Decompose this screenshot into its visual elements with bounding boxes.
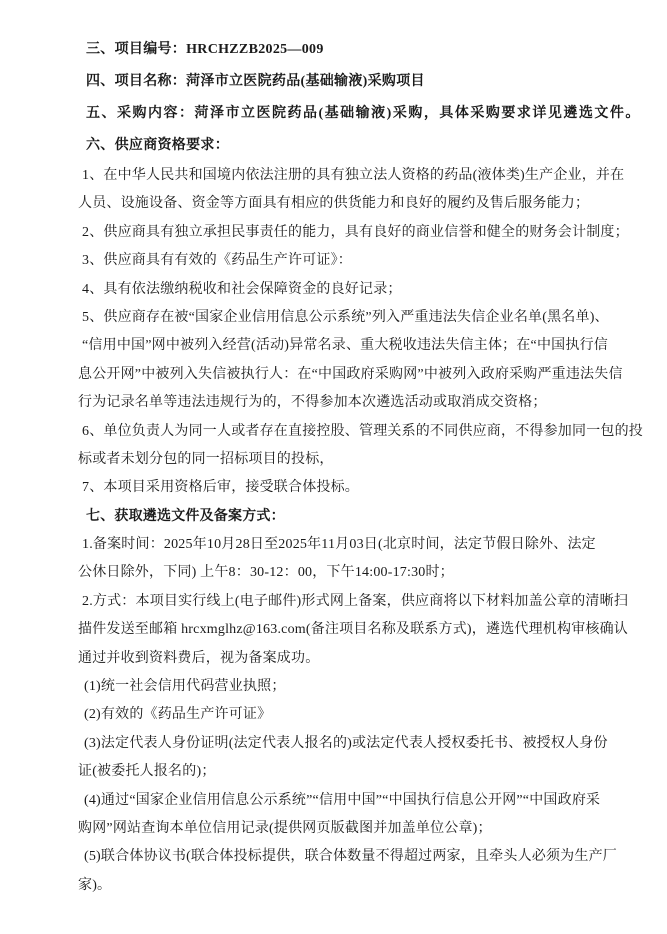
supplier-qualification-heading xyxy=(78,130,609,162)
text-line: (4)通过“国家企业信用信息公示系统”“信用中国”“中国执行信息公开网”“中国政府采 xyxy=(84,792,601,808)
text-line: “信用中国”网中被列入经营(活动)异常名录、重大税收违法失信主体；在“中国执行信 xyxy=(82,338,608,354)
text-line: (5)联合体协议书(联合体投标提供，联合体数量不得超过两家，且牵头人必须为生产厂 xyxy=(84,849,617,865)
text-line: 2、供应商具有独立承担民事责任的能力，具有良好的商业信誉和健全的财务会计制度； xyxy=(82,224,629,240)
text-line: 家)。 xyxy=(78,877,112,893)
text-line: (1)统一社会信用代码营业执照； xyxy=(84,679,286,695)
qualification-item-2 xyxy=(78,219,629,247)
text-line-with-email: 描件发送至邮箱 hrcxmglhz@163.com(备注项目名称及联系方式)，遴选代理机构审核确认 xyxy=(78,622,628,638)
material-item-3 xyxy=(78,730,609,787)
material-item-1 xyxy=(78,673,609,701)
obtain-documents-heading-line: 七、获取遴选文件及备案方式： xyxy=(86,508,285,524)
material-item-4 xyxy=(78,787,609,844)
qualification-item-5 xyxy=(78,304,623,418)
procurement-content xyxy=(78,98,641,130)
qualification-item-7 xyxy=(78,474,609,502)
supplier-qualification-heading-line: 六、供应商资格要求： xyxy=(86,138,229,153)
project-number-line: 三、项目编号：HRCHZZB2025—009 xyxy=(86,42,324,57)
project-name xyxy=(78,66,609,98)
text-line: 4、具有依法缴纳税收和社会保障资金的良好记录； xyxy=(82,281,402,297)
project-name-line: 四、项目名称：菏泽市立医院药品(基础输液)采购项目 xyxy=(86,74,425,89)
text-line: 7、本项目采用资格后审，接受联合体投标。 xyxy=(82,480,359,496)
text-line: 1、在中华人民共和国境内依法注册的具有独立法人资格的药品(液体类)生产企业，并在 xyxy=(82,168,625,183)
project-number xyxy=(78,34,609,66)
text-line: (3)法定代表人身份证明(法定代表人报名的)或法定代表人授权委托书、被授权人身份 xyxy=(84,735,608,751)
filing-method xyxy=(78,588,629,673)
material-item-2 xyxy=(78,701,609,729)
text-line: 行为记录名单等违法违规行为的，不得参加本次遴选活动或取消成交资格； xyxy=(78,395,547,411)
text-line: 1.备案时间：2025年10月28日至2025年11月03日(北京时间，法定节假日除外、法定 xyxy=(82,537,596,553)
procurement-content-line: 五、采购内容：菏泽市立医院药品(基础输液)采购，具体采购要求详见遴选文件。 xyxy=(86,106,641,121)
qualification-item-6 xyxy=(78,418,643,475)
text-line: 6、单位负责人为同一人或者存在直接控股、管理关系的不同供应商，不得参加同一包的投 xyxy=(82,423,643,439)
text-line: 公休日除外，下同) 上午8：30-12：00，下午14:00-17:30时； xyxy=(78,565,454,581)
qualification-item-4 xyxy=(78,276,609,304)
text-line: 购网”网站查询本单位信用记录(提供网页版截图并加盖单位公章)； xyxy=(78,820,492,836)
obtain-documents-heading xyxy=(78,503,609,531)
filing-time xyxy=(78,531,609,588)
text-line: 通过并收到资料费后，视为备案成功。 xyxy=(78,650,320,666)
text-line: 2.方式：本项目实行线上(电子邮件)形式网上备案，供应商将以下材料加盖公章的清晰扫 xyxy=(82,593,629,609)
text-line: 息公开网”中被列入失信被执行人：在“中国政府采购网”中被列入政府采购严重违法失信 xyxy=(78,366,623,382)
text-line: 人员、设施设备、资金等方面具有相应的供货能力和良好的履约及售后服务能力； xyxy=(78,196,590,212)
text-line: 3、供应商具有有效的《药品生产许可证》： xyxy=(82,253,352,269)
material-item-5 xyxy=(78,843,617,900)
text-line: 5、供应商存在被“国家企业信用信息公示系统”列入严重违法失信企业名单(黑名单)、 xyxy=(82,309,609,325)
qualification-item-1 xyxy=(78,162,625,219)
text-line: 证(被委托人报名的)； xyxy=(78,764,216,780)
text-line: 标或者未划分包的同一招标项目的投标， xyxy=(78,451,334,467)
text-line: (2)有效的《药品生产许可证》 xyxy=(84,707,272,723)
qualification-item-3 xyxy=(78,247,609,275)
